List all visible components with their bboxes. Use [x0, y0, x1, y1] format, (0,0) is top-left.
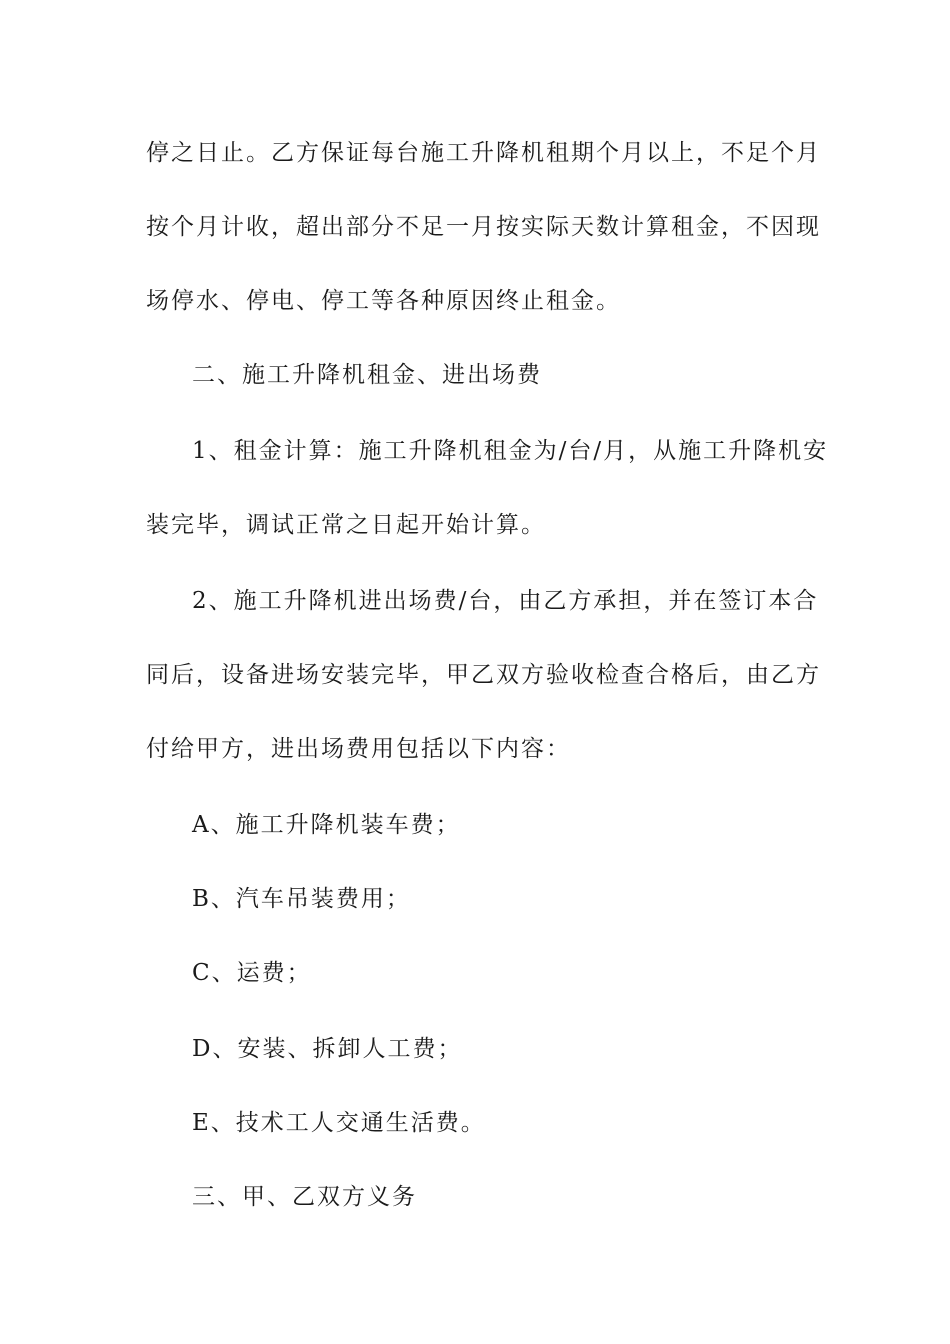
- paragraph-line: 同后，设备进场安装完毕，甲乙双方验收检查合格后，由乙方: [146, 662, 821, 688]
- paragraph-line: 装完毕，调试正常之日起开始计算。: [146, 512, 546, 538]
- section-heading: 二、施工升降机租金、进出场费: [192, 362, 542, 388]
- paragraph-line: 付给甲方，进出场费用包括以下内容：: [146, 736, 571, 762]
- paragraph-line: 场停水、停电、停工等各种原因终止租金。: [146, 288, 621, 314]
- list-item: E、技术工人交通生活费。: [192, 1110, 486, 1136]
- list-item: A、施工升降机装车费；: [192, 812, 461, 838]
- paragraph-line: 1、租金计算：施工升降机租金为/台/月，从施工升降机安: [192, 438, 829, 464]
- list-item: D、安装、拆卸人工费；: [192, 1036, 463, 1062]
- paragraph-line: 停之日止。乙方保证每台施工升降机租期个月以上，不足个月: [146, 140, 821, 166]
- section-heading: 三、甲、乙双方义务: [192, 1184, 417, 1210]
- list-item: C、运费；: [192, 960, 312, 986]
- paragraph-line: 按个月计收，超出部分不足一月按实际天数计算租金，不因现: [146, 214, 821, 240]
- paragraph-line: 2、施工升降机进出场费/台，由乙方承担，并在签订本合: [192, 588, 819, 614]
- list-item: B、汽车吊装费用；: [192, 886, 411, 912]
